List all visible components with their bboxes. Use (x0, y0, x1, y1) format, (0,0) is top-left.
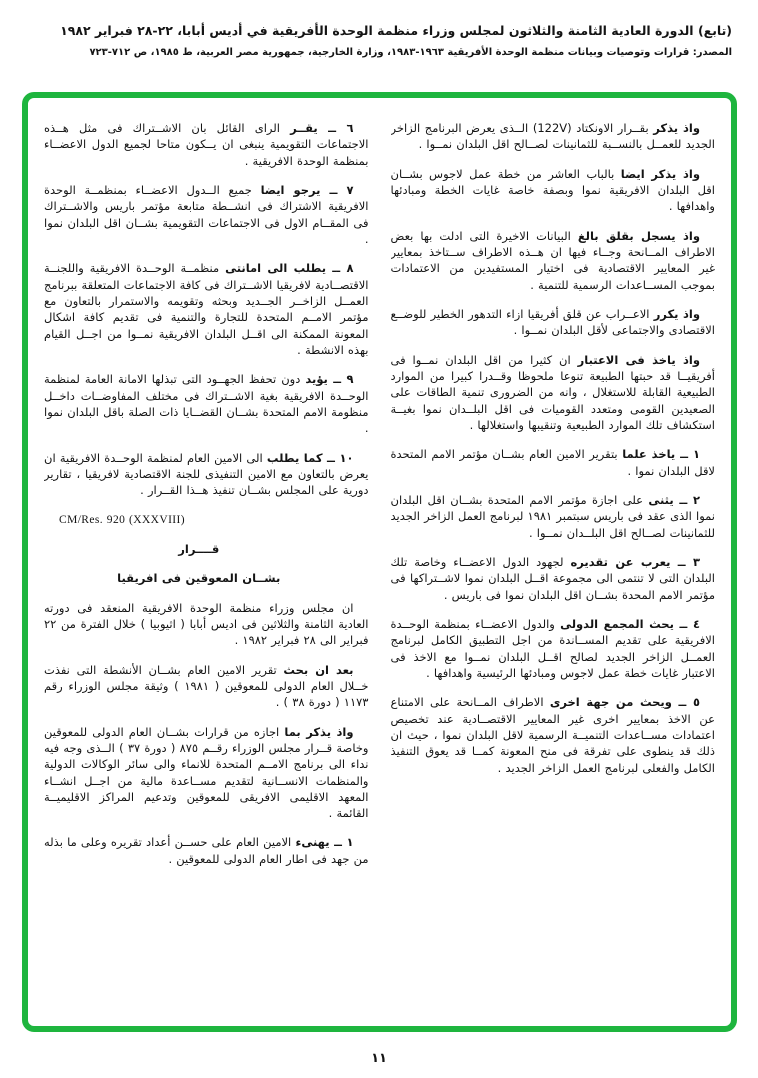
paragraph-text: والدول الاعضــاء بمنظمة الوحــدة الافريقية على تقديم المســاندة من اجل التطبيق الكامل لبرنامج العمــل الزاخر الجديد لصالح اقــل البلدان نمــوا مع الاخذ فى الاعتبار غايات خطة عمل لاجوس ومبادئها الرئيسية واهدافها . (390, 616, 715, 680)
paragraph-lead: بعد ان بحث (283, 662, 354, 677)
paragraph-text: البيانات الاخيرة التى ادلت بها بعض الاطراف المــانحة وجــاء فيها ان هــذه الاطراف ســتاخذ بمعايير غير المعايير الاقتصادية فى اختيار المستفيدين من الاعتمادات بموجب المســاعدات الرسمية للتنمية . (390, 228, 715, 292)
paragraph (391, 306, 716, 339)
paragraph (391, 166, 716, 215)
paragraph-text: اجازه من قرارات بشــان العام الدولى للمعوقين وخاصة قــرار مجلس الوزراء رقــم ٨٧٥ ( دورة ٣٧ ) الــذى وجه فيه نداء الى برنامج الامــم المتحدة للانماء والى سائر الوكالات الدولية والمنظمات الانســانية لتقديم مســاعدة مالية من اجــل انشــاء المعهد الاقليمى الافريقى للمعوقين وتدعيم المراكز الاقليميــة القائمة . (44, 724, 369, 821)
numbered-clause (44, 120, 369, 169)
numbered-clause (391, 446, 716, 479)
paragraph-text: ان مجلس وزراء منظمة الوحدة الافريقية المنعقد فى دورته العادية الثامنة والثلاثين فى اديس أبابا ( اثيوبيا ) خلال الفترة من ٢٢ فبراير الى ٢٨ فبراير ١٩٨٢ . (44, 600, 369, 648)
paragraph-text: الى الامين العام لمنظمة الوحــدة الافريقية ان يعرض بالتعاون مع الامين التنفيذى للجنة الاقتصادية لافريقيا ، تقارير دورية على المجلس بشــان تنفيذ هــذا القــرار . (44, 450, 369, 498)
paragraph-lead: ٤ ــ يحث المجمع الدولى (560, 616, 700, 631)
paragraph-text: دون تحفظ الجهــود التى تبذلها الامانة العامة لمنظمة الوحــدة الافريقية بغية الاشــتراك فى مختلف المفاوضــات داخــل منظومة الامم المتحدة بشــان القضــايا ذات الصلة باقل البلدان نموا . (44, 372, 369, 436)
numbered-clause (44, 834, 369, 867)
source-citation: المصدر: قرارات وتوصيات وبيانات منظمة الوحدة الأفريقية ١٩٦٣-١٩٨٣، وزارة الخارجية، جمهورية مصر العربية، ط ١٩٨٥، ص ٧١٢-٧٢٣ (89, 46, 732, 58)
paragraph (44, 662, 369, 711)
paragraph-lead: ٥ ــ ويحث من جهة اخرى (549, 695, 701, 710)
page-header (26, 22, 732, 60)
numbered-clause (44, 371, 369, 436)
session-title: (تابع) الدورة العادية الثامنة والثلاثون لمجلس وزراء منظمة الوحدة الأفريقية في أديس أبابا، ٢٢-٢٨ فبراير ١٩٨٢ (60, 23, 732, 38)
paragraph-text: منظمــة الوحــدة الافريقية واللجنــة الاقتصــادية لافريقيا الاشــتراك فى كافة الاجتماعات المتعلقة ببرنامج العمــل الزاخــر الجــديد وبحثه وتقويمه والاستمرار بالتعاون مع مؤتمر الامــم المتحدة للتجارة والتنمية فى تقديم كافة اشكال المعونة الممكنة الى اقــل البلدان الافريقية نمــوا من اجــل القيام بهذه الانشطة . (44, 261, 369, 357)
paragraph-text: بقــرار الاونكتاد (122V) الــذى يعرض البرنامج الزاخر الجديد للعمــل بالنســبة للثمانينات لصــالح اقل البلدان نمــوا . (390, 121, 715, 152)
content-frame (22, 92, 737, 1032)
paragraph-lead: واذ ياخذ فى الاعتبار (577, 352, 700, 367)
paragraph (44, 724, 369, 822)
paragraph-lead: ٢ ــ يثنى (648, 492, 700, 507)
paragraph (391, 352, 716, 434)
paragraph (391, 228, 716, 293)
paragraph-lead: ٩ ــ يؤيد (305, 372, 354, 387)
paragraph-text: بالباب العاشر من خطة عمل لاجوس بشــان اقل البلدان الافريقية نموا وبصفة خاصة غايات الخطة ومبادئها واهدافها . (390, 166, 715, 214)
paragraph-text: الراى القائل بان الاشــتراك فى مثل هــذه الاجتماعات التقويمية ينبغى ان يــكون متاحا لجميع الدول الاعضــاء بمنظمة الوحدة الافريقية . (44, 121, 369, 168)
resolution-title: قــــرار (178, 541, 220, 556)
paragraph-text: الامين العام على حســن أعداد تقريره وعلى ما بذله من جهد فى اطار العام الدولى للمعوقين . (44, 835, 369, 866)
paragraph-lead: ١ ــ يهنىء (295, 835, 354, 850)
numbered-clause (391, 554, 716, 603)
column-right (391, 120, 716, 1012)
numbered-clause (391, 694, 716, 776)
paragraph (391, 120, 716, 153)
two-column-layout (44, 120, 715, 1012)
paragraph-lead: واذ يسجل بقلق بالغ (577, 228, 700, 243)
paragraph (44, 600, 369, 649)
resolution-subject: بشــان المعوقين فى افريقيا (117, 571, 281, 586)
paragraph-lead: واذ يذكر ايضا (620, 166, 700, 181)
paragraph-text: لجهود الدول الاعضــاء وخاصة تلك البلدان التى لا تنتمى الى مجموعة اقــل البلدان نموا لاشــتراكها فى مؤتمر الامم المحدة بشــان اقل البلدان نموا فى باريس . (390, 554, 715, 602)
column-left (44, 120, 369, 1012)
paragraph-lead: ٧ ــ يرجو ايضا (260, 182, 354, 197)
paragraph-lead: ١ ــ ياخذ علما (622, 447, 700, 462)
numbered-clause (44, 450, 369, 499)
paragraph-lead: ١٠ ــ كما يطلب (266, 450, 354, 465)
paragraph-lead: واذ يكرر (653, 306, 701, 321)
paragraph-text: ان كثيرا من اقل البلدان نمــوا فى أفريقيــا قد حبتها الطبيعة تنوعا ملحوظا وقــدرا كبيرا من الموارد الطبيعية القابلة للاستغلال ، وانه من الضرورى تنمية الطاقات على الصعيدين القومى ومتعدد القوميات فى اقل البلــدان نموا بغيــة استكشاف تلك الموارد الطبيعية وتنقيبها واستغلالها . (390, 352, 715, 432)
numbered-clause (44, 182, 369, 247)
paragraph-lead: ٣ ــ يعرب عن تقديره (570, 554, 700, 569)
paragraph-text: جميع الــدول الاعضــاء بمنظمــة الوحدة الافريقية الاشتراك فى انشــطة متابعة مؤتمر باريس والاشــتراك فى المقــام الاول فى الاجتماعات التقويمية بشــان اقل البلدان نموا . (44, 182, 369, 246)
numbered-clause (391, 492, 716, 541)
paragraph-text: على اجازة مؤتمر الامم المتحدة بشــان اقل البلدان نموا الذى عقد فى باريس سبتمبر ١٩٨١ لبرنامج العمل الزاخر الجديد للثمانينات لصــالح اقل البلــدان نمــوا . (390, 492, 715, 540)
page-number: ١١ (371, 1051, 387, 1066)
numbered-clause (44, 260, 369, 358)
paragraph-lead: واذ يذكر بما (284, 724, 354, 739)
paragraph-text: تقرير الامين العام بشــان الأنشطة التى نفذت خــلال العام الدولى للمعوقين ( ١٩٨١ ) وثيقة مجلس الوزراء رقم ١١٧٣ ( دورة ٣٨ ) . (44, 662, 369, 710)
resolution-reference: CM/Res. 920 (XXXVIII) (59, 513, 185, 526)
paragraph-lead: ٨ ــ يطلب الى امانتى (225, 261, 354, 276)
paragraph-text: بتقرير الامين العام بشــان مؤتمر الامم المتحدة لاقل البلدان نموا . (390, 447, 715, 478)
paragraph-text: الاطراف المــانحة على الامتناع عن الاخذ بمعايير اخرى غير المعايير الاقتصــادية عند تخصيص اعتمادات مســاعدات التنميــة الرسمية لاقل البلدان نموا ، حيث ان ذلك قد ينطوى على تفرقة فى منح المعونة كمــا قد يعوق التنفيذ الكامل والفعلى لبرنامج العمل الزاخر الجديد . (390, 695, 715, 775)
numbered-clause (391, 616, 716, 681)
paragraph-text: الاعــراب عن قلق أفريقيا ازاء التدهور الخطير للوضــع الاقتصادى والاجتماعى لأقل البلدان نمــوا . (390, 306, 715, 338)
paragraph-lead: ٦ ــ يقــر (290, 121, 354, 135)
paragraph-lead: واذ يذكر (653, 121, 700, 135)
